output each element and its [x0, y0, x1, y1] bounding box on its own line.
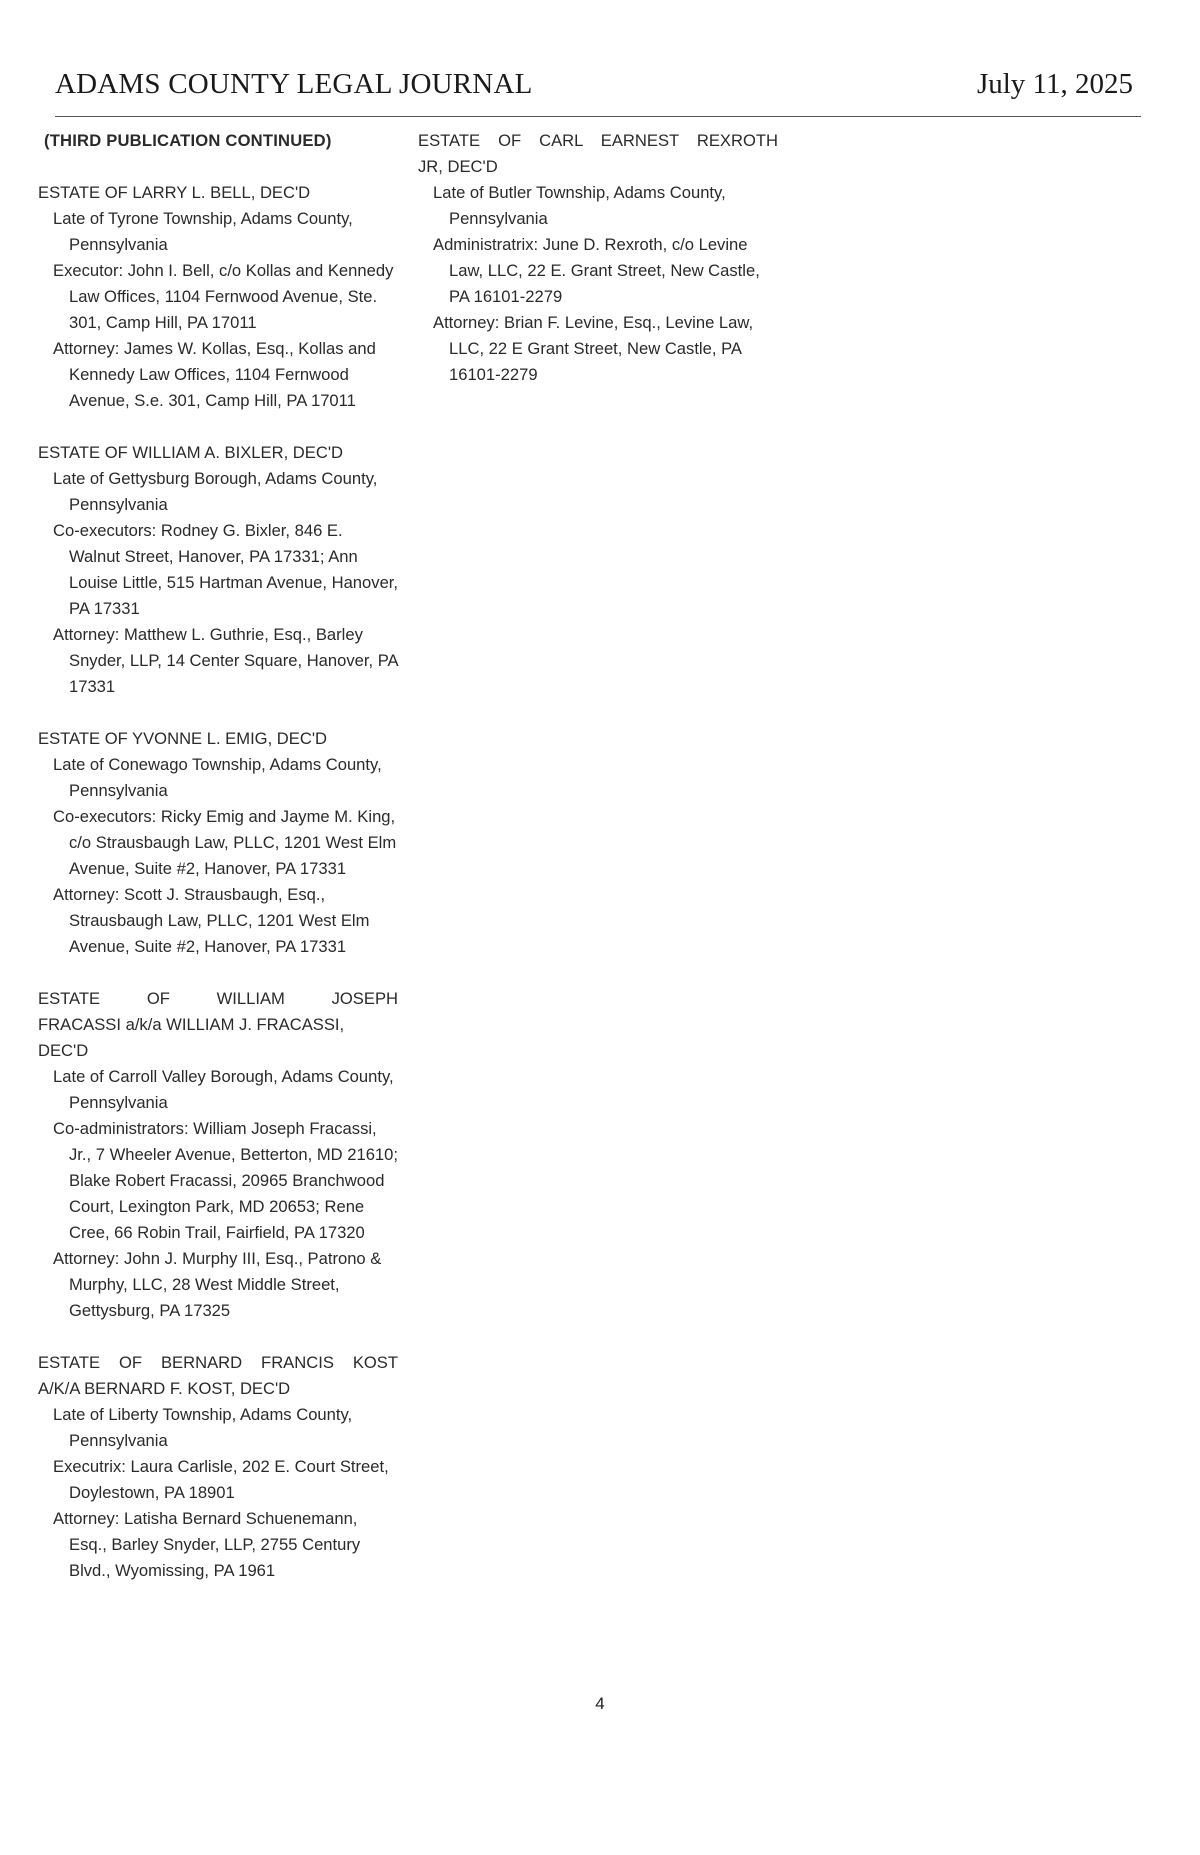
residence-entry: Late of Butler Township, Adams County, Pennsylvania — [433, 183, 726, 228]
representative-entry: Executor: John I. Bell, c/o Kollas and Kennedy Law Offices, 1104 Fernwood Avenue, Ste. 301, Camp Hill, PA 17011 — [53, 261, 394, 332]
left-column — [38, 128, 398, 1610]
estate-notice — [38, 726, 398, 960]
page-number: 4 — [595, 1694, 605, 1713]
right-column — [418, 128, 778, 414]
journal-date: July 11, 2025 — [976, 68, 1133, 100]
representative-entry: Administratrix: June D. Rexroth, c/o Levine Law, LLC, 22 E. Grant Street, New Castle, PA 16101-2279 — [433, 235, 760, 306]
estate-notice — [38, 1350, 398, 1584]
estate-heading-line: JR, DEC'D — [418, 157, 498, 176]
estate-heading-line: ESTATE OF CARL EARNEST REXROTH — [418, 131, 778, 150]
attorney-entry: Attorney: Latisha Bernard Schuenemann, Esq., Barley Snyder, LLP, 2755 Century Blvd., Wyomissing, PA 1961 — [53, 1509, 361, 1580]
representative-entry: Co-administrators: William Joseph Fracassi, Jr., 7 Wheeler Avenue, Betterton, MD 21610; Blake Robert Fracassi, 20965 Branchwood Court, Lexington Park, MD 20653; Rene Cree, 66 Robin Trail, Fairfield, PA 17320 — [53, 1119, 398, 1242]
estate-notice — [38, 180, 398, 414]
representative-entry: Executrix: Laura Carlisle, 202 E. Court Street, Doylestown, PA 18901 — [53, 1457, 389, 1502]
section-title: (THIRD PUBLICATION CONTINUED) — [44, 131, 332, 150]
estate-heading-line: DEC'D — [38, 1041, 89, 1060]
residence-entry: Late of Liberty Township, Adams County, Pennsylvania — [53, 1405, 353, 1450]
estate-notice — [418, 128, 778, 388]
estate-notice — [38, 440, 398, 700]
journal-title: ADAMS COUNTY LEGAL JOURNAL — [55, 68, 533, 100]
residence-entry: Late of Gettysburg Borough, Adams County, Pennsylvania — [53, 469, 378, 514]
attorney-entry: Attorney: John J. Murphy III, Esq., Patrono & Murphy, LLC, 28 West Middle Street, Gettysburg, PA 17325 — [53, 1249, 382, 1320]
representative-entry: Co-executors: Ricky Emig and Jayme M. King, c/o Strausbaugh Law, PLLC, 1201 West Elm Avenue, Suite #2, Hanover, PA 17331 — [53, 807, 397, 878]
attorney-entry: Attorney: Scott J. Strausbaugh, Esq., Strausbaugh Law, PLLC, 1201 West Elm Avenue, Suite #2, Hanover, PA 17331 — [53, 885, 370, 956]
estate-notice — [38, 986, 398, 1324]
residence-entry: Late of Carroll Valley Borough, Adams County, Pennsylvania — [53, 1067, 394, 1112]
estate-heading: ESTATE OF WILLIAM A. BIXLER, DEC'D — [38, 443, 343, 462]
estate-heading-line: A/K/A BERNARD F. KOST, DEC'D — [38, 1379, 291, 1398]
estate-heading: ESTATE OF YVONNE L. EMIG, DEC'D — [38, 729, 327, 748]
attorney-entry: Attorney: James W. Kollas, Esq., Kollas and Kennedy Law Offices, 1104 Fernwood Avenue, S.e. 301, Camp Hill, PA 17011 — [53, 339, 376, 410]
attorney-entry: Attorney: Matthew L. Guthrie, Esq., Barley Snyder, LLP, 14 Center Square, Hanover, PA 17331 — [53, 625, 398, 696]
residence-entry: Late of Tyrone Township, Adams County, Pennsylvania — [53, 209, 353, 254]
estate-heading-line: FRACASSI a/k/a WILLIAM J. FRACASSI, — [38, 1015, 345, 1034]
estate-heading-line: ESTATE OF WILLIAM JOSEPH — [38, 989, 398, 1008]
estate-heading-line: ESTATE OF BERNARD FRANCIS KOST — [38, 1353, 398, 1372]
journal-header — [55, 62, 1141, 117]
representative-entry: Co-executors: Rodney G. Bixler, 846 E. Walnut Street, Hanover, PA 17331; Ann Louise Little, 515 Hartman Avenue, Hanover, PA 17331 — [53, 521, 399, 618]
residence-entry: Late of Conewago Township, Adams County, Pennsylvania — [53, 755, 382, 800]
estate-heading: ESTATE OF LARRY L. BELL, DEC'D — [38, 183, 311, 202]
attorney-entry: Attorney: Brian F. Levine, Esq., Levine Law, LLC, 22 E Grant Street, New Castle, PA 16101-2279 — [433, 313, 754, 384]
